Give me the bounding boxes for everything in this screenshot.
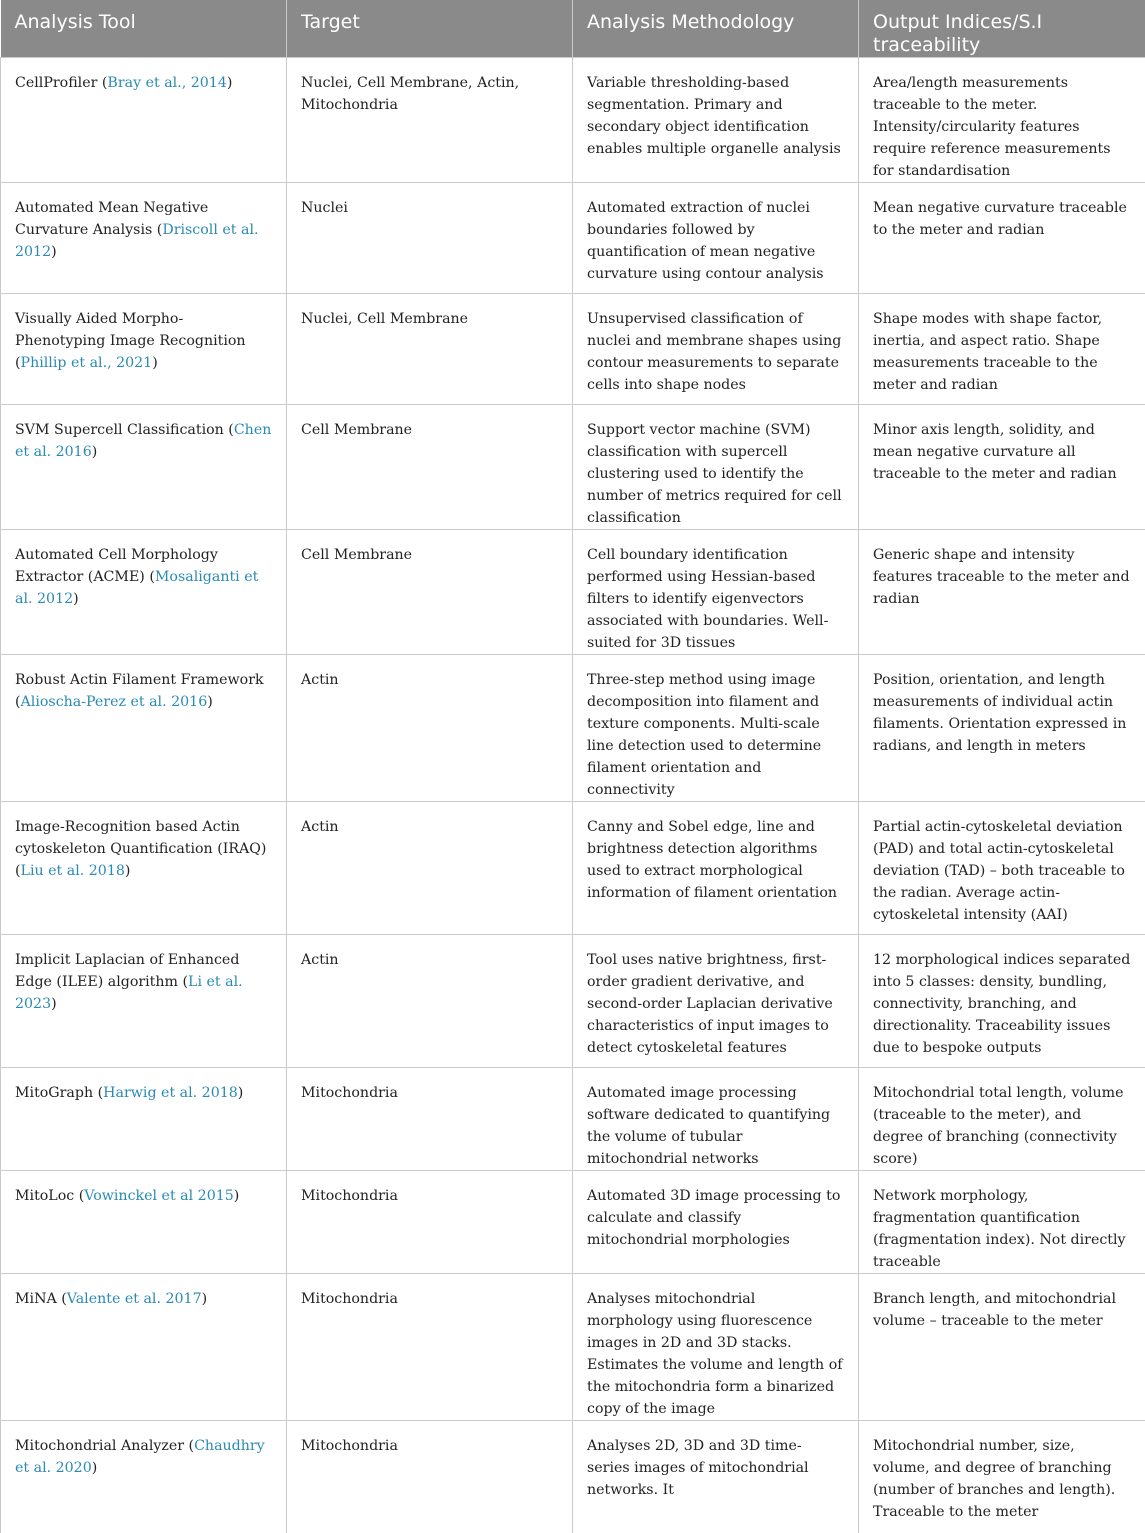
output-cell: Shape modes with shape factor, inertia, and aspect ratio. Shape measurements traceable to the meter and radian	[859, 294, 1145, 405]
output-cell: Branch length, and mitochondrial volume – traceable to the meter	[859, 1274, 1145, 1421]
target-cell: Nuclei, Cell Membrane	[287, 294, 573, 405]
output-cell: Area/length measurements traceable to the meter. Intensity/circularity features require reference measurements for standardisation	[859, 58, 1145, 183]
tool-cell: MiNA (Valente et al. 2017)	[1, 1274, 287, 1421]
header-analysis-tool: Analysis Tool	[1, 0, 287, 58]
target-cell: Actin	[287, 802, 573, 935]
output-cell: Generic shape and intensity features traceable to the meter and radian	[859, 530, 1145, 655]
tool-name: Mitochondrial Analyzer	[15, 1438, 184, 1454]
table-row	[1, 294, 1145, 405]
methodology-cell: Unsupervised classification of nuclei and membrane shapes using contour measurements to separate cells into shape nodes	[573, 294, 859, 405]
methodology-cell: Tool uses native brightness, first-order gradient derivative, and second-order Laplacian derivative characteristics of input images to detect cytoskeletal features	[573, 935, 859, 1068]
tool-citation-link[interactable]: Liu et al. 2018	[21, 863, 125, 879]
tool-name: Automated Cell Morphology Extractor (ACME)	[15, 547, 218, 585]
methodology-cell: Canny and Sobel edge, line and brightness detection algorithms used to extract morphological information of filament orientation	[573, 802, 859, 935]
methodology-cell: Variable thresholding-based segmentation. Primary and secondary object identification enables multiple organelle analysis	[573, 58, 859, 183]
header-row	[1, 0, 1145, 58]
table-row	[1, 655, 1145, 802]
tool-citation-link[interactable]: Vowinckel et al 2015	[84, 1188, 234, 1204]
tool-cell: Visually Aided Morpho-Phenotyping Image Recognition (Phillip et al., 2021)	[1, 294, 287, 405]
table-row	[1, 802, 1145, 935]
output-cell: Mitochondrial number, size, volume, and degree of branching (number of branches and length). Traceable to the meter	[859, 1421, 1145, 1533]
tool-citation-link[interactable]: Bray et al., 2014	[107, 75, 226, 91]
target-cell: Nuclei, Cell Membrane, Actin, Mitochondria	[287, 58, 573, 183]
tool-name: SVM Supercell Classification	[15, 422, 224, 438]
methodology-cell: Support vector machine (SVM) classification with supercell clustering used to identify the number of metrics required for cell classification	[573, 405, 859, 530]
output-cell: Minor axis length, solidity, and mean negative curvature all traceable to the meter and radian	[859, 405, 1145, 530]
tool-cell: Implicit Laplacian of Enhanced Edge (ILEE) algorithm (Li et al. 2023)	[1, 935, 287, 1068]
target-cell: Actin	[287, 655, 573, 802]
tool-name: MitoGraph	[15, 1085, 93, 1101]
target-cell: Mitochondria	[287, 1421, 573, 1533]
table-row	[1, 1171, 1145, 1274]
tool-citation-link[interactable]: Li et al. 2023	[15, 974, 243, 1012]
output-cell: Position, orientation, and length measurements of individual actin filaments. Orientation expressed in radians, and length in meters	[859, 655, 1145, 802]
tool-name: Visually Aided Morpho-Phenotyping Image Recognition	[15, 311, 246, 349]
tool-cell: Automated Mean Negative Curvature Analysis (Driscoll et al. 2012)	[1, 183, 287, 294]
tool-name: Implicit Laplacian of Enhanced Edge (ILEE) algorithm	[15, 952, 239, 990]
tool-cell: Image-Recognition based Actin cytoskeleton Quantification (IRAQ) (Liu et al. 2018)	[1, 802, 287, 935]
output-cell: 12 morphological indices separated into 5 classes: density, bundling, connectivity, branching, and directionality. Traceability issues due to bespoke outputs	[859, 935, 1145, 1068]
target-cell: Actin	[287, 935, 573, 1068]
table-row	[1, 405, 1145, 530]
tool-name: MiNA	[15, 1291, 57, 1307]
tool-citation-link[interactable]: Chen et al. 2016	[15, 422, 271, 460]
tool-citation-link[interactable]: Phillip et al., 2021	[21, 355, 153, 371]
methodology-cell: Automated extraction of nuclei boundaries followed by quantification of mean negative curvature using contour analysis	[573, 183, 859, 294]
output-cell: Mitochondrial total length, volume (traceable to the meter), and degree of branching (connectivity score)	[859, 1068, 1145, 1171]
target-cell: Nuclei	[287, 183, 573, 294]
tool-cell: MitoGraph (Harwig et al. 2018)	[1, 1068, 287, 1171]
table-row	[1, 530, 1145, 655]
output-cell: Network morphology, fragmentation quantification (fragmentation index). Not directly traceable	[859, 1171, 1145, 1274]
table-row	[1, 1421, 1145, 1533]
target-cell: Mitochondria	[287, 1274, 573, 1421]
methodology-cell: Automated 3D image processing to calculate and classify mitochondrial morphologies	[573, 1171, 859, 1274]
header-output-indices: Output Indices/S.I traceability	[859, 0, 1145, 58]
methodology-cell: Automated image processing software dedicated to quantifying the volume of tubular mitochondrial networks	[573, 1068, 859, 1171]
table-row	[1, 1274, 1145, 1421]
methodology-cell: Cell boundary identification performed using Hessian-based filters to identify eigenvectors associated with boundaries. Well-suited for 3D tissues	[573, 530, 859, 655]
tool-citation-link[interactable]: Mosaliganti et al. 2012	[15, 569, 258, 607]
tool-citation-link[interactable]: Chaudhry et al. 2020	[15, 1438, 265, 1476]
table-row	[1, 58, 1145, 183]
tool-name: Automated Mean Negative Curvature Analysis	[15, 200, 208, 238]
tool-cell: Automated Cell Morphology Extractor (ACME) (Mosaliganti et al. 2012)	[1, 530, 287, 655]
tool-name: Robust Actin Filament Framework	[15, 672, 264, 688]
tool-cell: MitoLoc (Vowinckel et al 2015)	[1, 1171, 287, 1274]
methodology-cell: Three-step method using image decomposition into filament and texture components. Multi-scale line detection used to determine filament orientation and connectivity	[573, 655, 859, 802]
tool-name: Image-Recognition based Actin cytoskeleton Quantification (IRAQ)	[15, 819, 266, 857]
output-cell: Mean negative curvature traceable to the meter and radian	[859, 183, 1145, 294]
output-cell: Partial actin-cytoskeletal deviation (PAD) and total actin-cytoskeletal deviation (TAD) – both traceable to the radian. Average actin-cytoskeletal intensity (AAI)	[859, 802, 1145, 935]
tool-cell: SVM Supercell Classification (Chen et al. 2016)	[1, 405, 287, 530]
tool-name: MitoLoc	[15, 1188, 74, 1204]
tool-citation-link[interactable]: Harwig et al. 2018	[103, 1085, 238, 1101]
tool-cell: Mitochondrial Analyzer (Chaudhry et al. 2020)	[1, 1421, 287, 1533]
target-cell: Cell Membrane	[287, 405, 573, 530]
tool-name: CellProfiler	[15, 75, 97, 91]
target-cell: Mitochondria	[287, 1171, 573, 1274]
header-analysis-methodology: Analysis Methodology	[573, 0, 859, 58]
target-cell: Cell Membrane	[287, 530, 573, 655]
tool-cell: CellProfiler (Bray et al., 2014)	[1, 58, 287, 183]
table-header	[1, 0, 1145, 58]
tool-citation-link[interactable]: Valente et al. 2017	[67, 1291, 202, 1307]
tool-cell: Robust Actin Filament Framework (Alioscha-Perez et al. 2016)	[1, 655, 287, 802]
methodology-cell: Analyses 2D, 3D and 3D time-series images of mitochondrial networks. It	[573, 1421, 859, 1533]
table-body	[1, 58, 1145, 1533]
table-row	[1, 183, 1145, 294]
tool-citation-link[interactable]: Driscoll et al. 2012	[15, 222, 259, 260]
table-row	[1, 935, 1145, 1068]
tool-citation-link[interactable]: Alioscha-Perez et al. 2016	[21, 694, 208, 710]
header-target: Target	[287, 0, 573, 58]
methodology-cell: Analyses mitochondrial morphology using fluorescence images in 2D and 3D stacks. Estimates the volume and length of the mitochondria form a binarized copy of the image	[573, 1274, 859, 1421]
table-row	[1, 1068, 1145, 1171]
target-cell: Mitochondria	[287, 1068, 573, 1171]
